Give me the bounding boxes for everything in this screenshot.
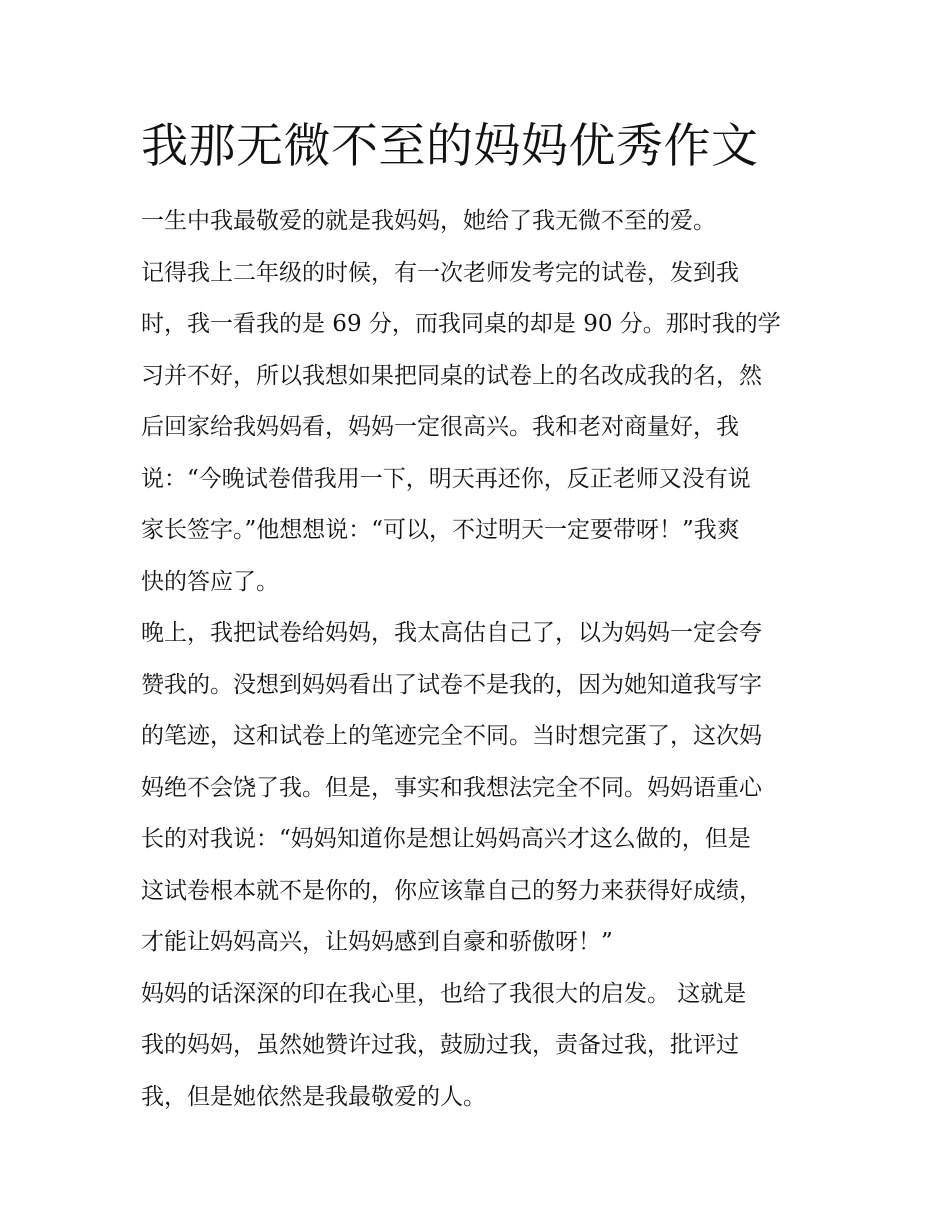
paragraph-line: 记得我上二年级的时候，有一次老师发考完的试卷，发到我 — [141, 259, 739, 286]
paragraph-2 — [141, 248, 821, 609]
paragraph-line: 后回家给我妈妈看，妈妈一定很高兴。我和老对商量好，我 — [141, 414, 739, 440]
paragraph-line: 我，但是她依然是我最敬爱的人。 — [141, 1083, 486, 1110]
document-title: 我那无微不至的妈妈优秀作文 — [141, 119, 759, 174]
document-body — [141, 118, 821, 1123]
paragraph-line: 才能让妈妈高兴，让妈妈感到自豪和骄傲呀！” — [141, 929, 613, 955]
paragraph-3 — [141, 608, 821, 969]
paragraph-line: 时，我一看我的是 69 分，而我同桌的却是 90 分。那时我的学 — [141, 311, 781, 337]
paragraph-line: 家长签字。”他想想说：“可以，不过明天一定要带呀！”我爽 — [141, 517, 740, 543]
paragraph-line: 快的答应了。 — [141, 568, 279, 595]
paragraph-line: 一生中我最敬爱的就是我妈妈，她给了我无微不至的爱。 — [141, 208, 716, 234]
paragraph-line: 妈绝不会饶了我。但是，事实和我想法完全不同。妈妈语重心 — [141, 774, 762, 801]
paragraph-line: 我的妈妈，虽然她赞许过我，鼓励过我，责备过我，批评过 — [141, 1032, 739, 1058]
paragraph-line: 习并不好，所以我想如果把同桌的试卷上的名改成我的名，然 — [141, 362, 762, 389]
paragraph-line: 的笔迹，这和试卷上的笔迹完全不同。当时想完蛋了，这次妈 — [141, 723, 762, 749]
paragraph-line: 赞我的。没想到妈妈看出了试卷不是我的，因为她知道我写字 — [141, 671, 762, 698]
paragraph-line: 妈妈的话深深的印在我心里，也给了我很大的启发。 这就是 — [141, 980, 747, 1007]
paragraph-line: 这试卷根本就不是你的，你应该靠自己的努力来获得好成绩， — [141, 877, 762, 904]
paragraph-line: 晚上，我把试卷给妈妈，我太高估自己了，以为妈妈一定会夸 — [141, 620, 762, 646]
paragraph-4 — [141, 969, 821, 1124]
paragraph-line: 说：“今晚试卷借我用一下，明天再还你，反正老师又没有说 — [141, 465, 751, 492]
paragraph-line: 长的对我说：“妈妈知道你是想让妈妈高兴才这么做的，但是 — [141, 826, 751, 852]
paragraph-1 — [141, 196, 821, 248]
